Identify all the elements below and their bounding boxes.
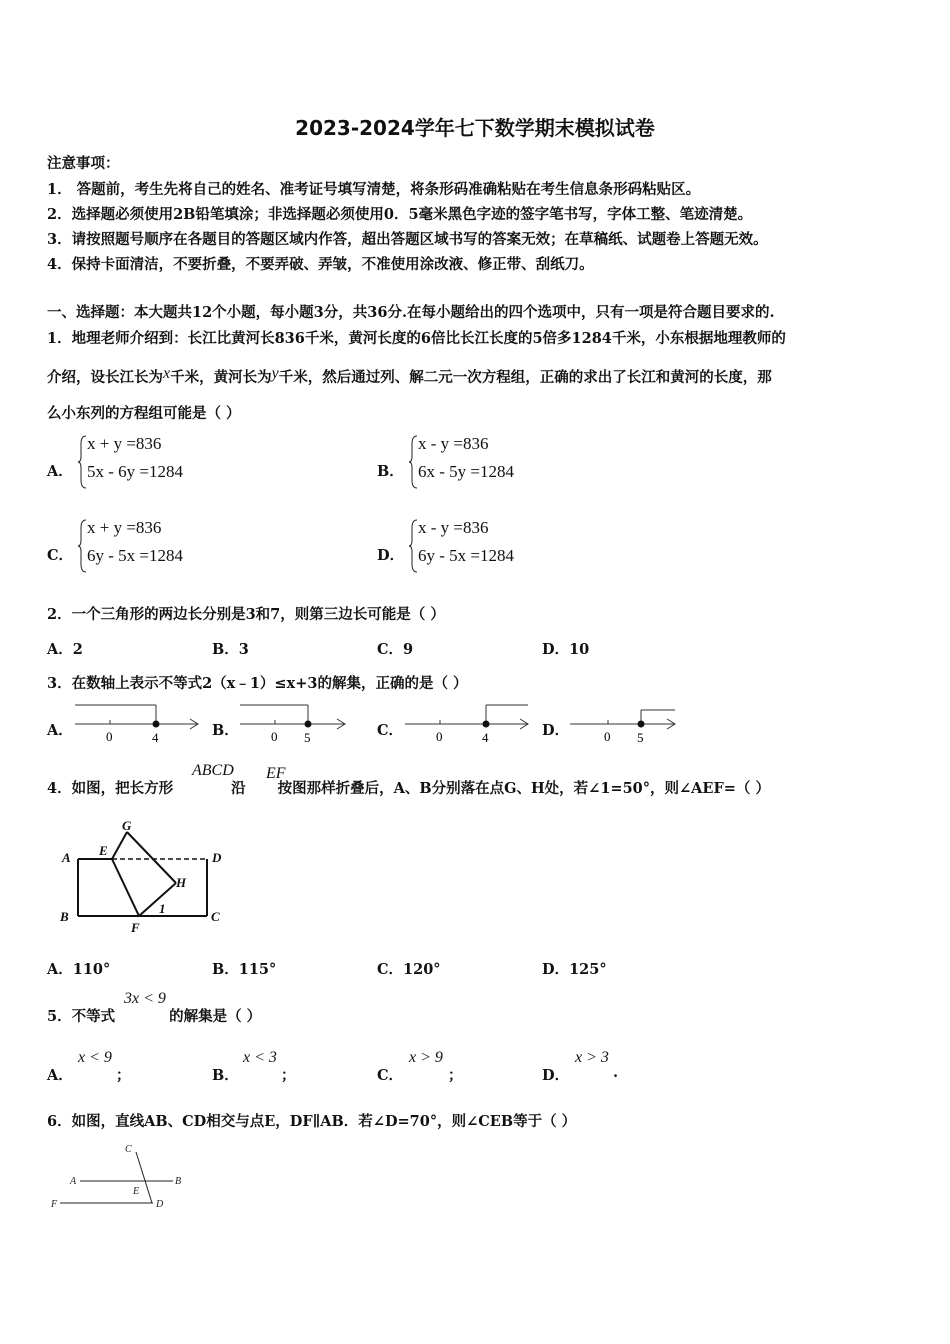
q1-option-a-eq1: x + y =836 [87,434,162,453]
notice-item-2: 2．选择题必须使用2B铅笔填涂；非选择题必须使用0．5毫米黑色字迹的签字笔书写，字体工整、笔迹清楚。 [47,206,753,223]
q5-option-a-label[interactable]: A． [47,1067,73,1084]
q5-option-c-expr: x > 9 [409,1049,443,1066]
notice-item-3: 3．请按照题号顺序在各题目的答题区域内作答，超出答题区域书写的答案无效；在草稿纸、试题卷上答题无效。 [47,231,768,248]
notice-item-4: 4．保持卡面清洁，不要折叠，不要弄破、弄皱，不准使用涂改液、修正带、刮纸刀。 [47,256,594,273]
q4-label-g: G [122,818,132,833]
q1-option-d-system [409,518,559,574]
q1-option-b-system [409,434,559,490]
q3-a-mark: 4 [152,730,159,745]
q4-label-1: 1 [159,901,166,916]
q5-option-d-label[interactable]: D． [542,1067,570,1084]
q1-option-d-eq2: 6y - 5x =1284 [418,546,514,565]
q5-option-b-expr: x < 3 [243,1049,277,1066]
q5-text-b: 的解集是（ ） [169,1008,262,1025]
q6-label-d: D [156,1199,164,1210]
q3-option-c-numberline [400,700,535,746]
q5-option-a-expr: x < 9 [78,1049,112,1066]
q1-var-y: y [271,365,279,382]
q6-label-e: E [133,1186,140,1197]
q1-line3: 么小东列的方程组可能是（ ） [47,405,241,422]
q4-option-d[interactable]: D．125° [542,961,607,978]
q3-option-d-numberline [565,700,680,746]
q1-line2c: 千米，然后通过列、解二元一次方程组，正确的求出了长江和黄河的长度，那 [278,369,772,386]
q2-option-c[interactable]: C．9 [377,641,414,658]
q1-option-a-eq2: 5x - 6y =1284 [87,462,183,481]
q5-option-b-label[interactable]: B． [212,1067,239,1084]
q6-text: 6．如图，直线AB、CD相交与点E，DF∥AB．若∠D=70°，则∠CEB等于（ ） [47,1113,577,1130]
q1-line2 [47,366,772,387]
brace-icon [78,434,87,490]
q4-label-e: E [99,843,108,858]
q2-option-d[interactable]: D．10 [542,641,590,658]
q2-option-b[interactable]: B．3 [212,641,249,658]
q5-line [47,1005,261,1026]
notice-item-1: 1． 答题前，考生先将自己的姓名、准考证号填写清楚，将条形码准确粘贴在考生信息条形码粘贴区。 [47,181,701,198]
q6-label-c: C [125,1144,132,1155]
q1-option-c-label[interactable]: C． [47,547,74,564]
brace-icon [78,518,87,574]
q5-option-b-tail: ； [281,1067,296,1084]
q3-a-zero: 0 [106,729,113,744]
q1-option-c-eq1: x + y =836 [87,518,162,537]
q6-label-a: A [70,1176,77,1187]
q1-option-a-label[interactable]: A． [47,463,73,480]
q3-d-zero: 0 [604,729,611,744]
q3-option-a-numberline [70,700,205,746]
q1-option-d-eq1: x - y =836 [418,518,489,537]
q4-figure [55,815,230,940]
q4-option-a[interactable]: A．110° [47,961,111,978]
q1-line2a: 介绍，设长江长为 [47,369,163,386]
q3-text: 3．在数轴上表示不等式2（x﹣1）≤x+3的解集，正确的是（ ） [47,675,468,692]
q4-text-b: 沿 [231,780,246,797]
q3-b-mark: 5 [304,730,311,745]
q1-line1: 1．地理老师介绍到：长江比黄河长836千米，黄河长度的6倍比长江长度的5倍多1284千米，小东根据地理教师的 [47,330,786,347]
q5-option-c-tail: ； [448,1067,463,1084]
q4-label-c: C [211,909,220,924]
q4-label-b: B [60,909,69,924]
q3-option-a-label[interactable]: A． [47,722,73,739]
q1-option-b-eq1: x - y =836 [418,434,489,453]
q4-text-a: 4．如图，把长方形 [47,780,174,797]
q4-edge-name: EF [266,765,286,782]
q5-option-c-label[interactable]: C． [377,1067,404,1084]
q4-label-d: D [212,850,222,865]
q3-option-d-label[interactable]: D． [542,722,570,739]
q4-line [47,777,770,798]
q3-option-b-numberline [235,700,350,746]
q1-option-d-label[interactable]: D． [377,547,405,564]
q4-text-c: 按图那样折叠后，A、B分别落在点G、H处，若∠1=50°，则∠AEF=（ ） [277,780,770,797]
q2-text: 2．一个三角形的两边长分别是3和7，则第三边长可能是（ ） [47,606,445,623]
q5-option-a-tail: ； [116,1067,131,1084]
q4-label-a: A [62,850,71,865]
q1-option-b-eq2: 6x - 5y =1284 [418,462,514,481]
q1-var-x: x [163,365,171,382]
q6-figure [45,1138,195,1218]
q5-option-d-tail: . [613,1064,619,1081]
notice-heading: 注意事项： [47,155,120,172]
q3-c-mark: 4 [482,730,489,745]
q2-option-a[interactable]: A．2 [47,641,83,658]
q1-line2b: 千米，黄河长为 [170,369,272,386]
q5-expr: 3x < 9 [124,990,166,1007]
q4-option-b[interactable]: B．115° [212,961,277,978]
q3-d-mark: 5 [637,730,644,745]
q5-option-d-expr: x > 3 [575,1049,609,1066]
q4-rect-name: ABCD [192,762,234,779]
q4-option-c[interactable]: C．120° [377,961,441,978]
q3-c-zero: 0 [436,729,443,744]
q6-label-b: B [175,1176,182,1187]
section-heading: 一、选择题：本大题共12个小题，每小题3分，共36分.在每小题给出的四个选项中，只有一项是符合题目要求的. [47,304,775,321]
q5-text-a: 5．不等式 [47,1008,116,1025]
q1-option-c-eq2: 6y - 5x =1284 [87,546,183,565]
brace-icon [409,518,418,574]
q1-option-a-system [78,434,228,490]
q1-option-c-system [78,518,228,574]
q4-label-h: H [176,875,187,890]
q6-label-f: F [51,1199,58,1210]
q3-b-zero: 0 [271,729,278,744]
q3-option-c-label[interactable]: C． [377,722,404,739]
page-title: 2023-2024学年七下数学期末模拟试卷 [295,116,655,140]
brace-icon [409,434,418,490]
q3-option-b-label[interactable]: B． [212,722,239,739]
q1-option-b-label[interactable]: B． [377,463,404,480]
q4-label-f: F [131,920,140,935]
